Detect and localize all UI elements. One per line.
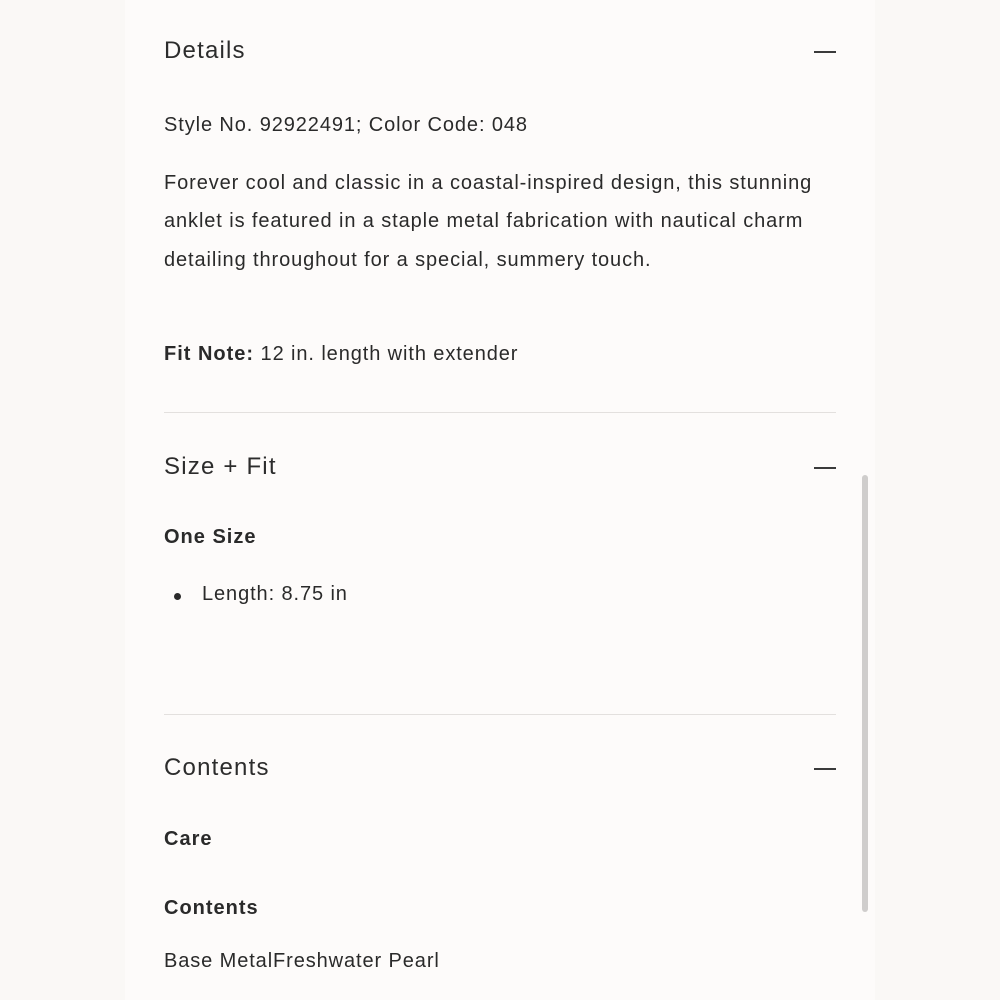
- size-fit-title: Size + Fit: [164, 453, 277, 480]
- contents-value: Base MetalFreshwater Pearl: [164, 950, 440, 972]
- bullet-icon: [174, 593, 181, 600]
- details-header[interactable]: [164, 33, 836, 73]
- contents-header[interactable]: [164, 750, 836, 790]
- scrollbar[interactable]: [862, 475, 868, 912]
- product-description: Forever cool and classic in a coastal-inspired design, this stunning anklet is featured in a staple metal fabrication with nautical charm detailing throughout for a special, summery touch.: [164, 172, 813, 271]
- section-divider: [164, 412, 836, 413]
- size-fit-header[interactable]: [164, 449, 836, 489]
- section-divider: [164, 714, 836, 715]
- contents-label: Contents: [164, 897, 259, 919]
- minus-icon[interactable]: [814, 51, 836, 53]
- style-number-line: Style No. 92922491; Color Code: 048: [164, 114, 528, 136]
- contents-title: Contents: [164, 754, 270, 781]
- minus-icon[interactable]: [814, 768, 836, 770]
- details-title: Details: [164, 37, 246, 64]
- fit-note-value: 12 in. length with extender: [254, 343, 519, 365]
- care-label: Care: [164, 828, 213, 850]
- minus-icon[interactable]: [814, 467, 836, 469]
- product-accordion-panel: [125, 0, 875, 1000]
- list-item: Length: 8.75 in: [202, 583, 348, 605]
- fit-note-label: Fit Note:: [164, 343, 255, 365]
- size-bullet-list: [164, 583, 836, 613]
- size-label: One Size: [164, 526, 257, 548]
- fit-note: [164, 343, 518, 366]
